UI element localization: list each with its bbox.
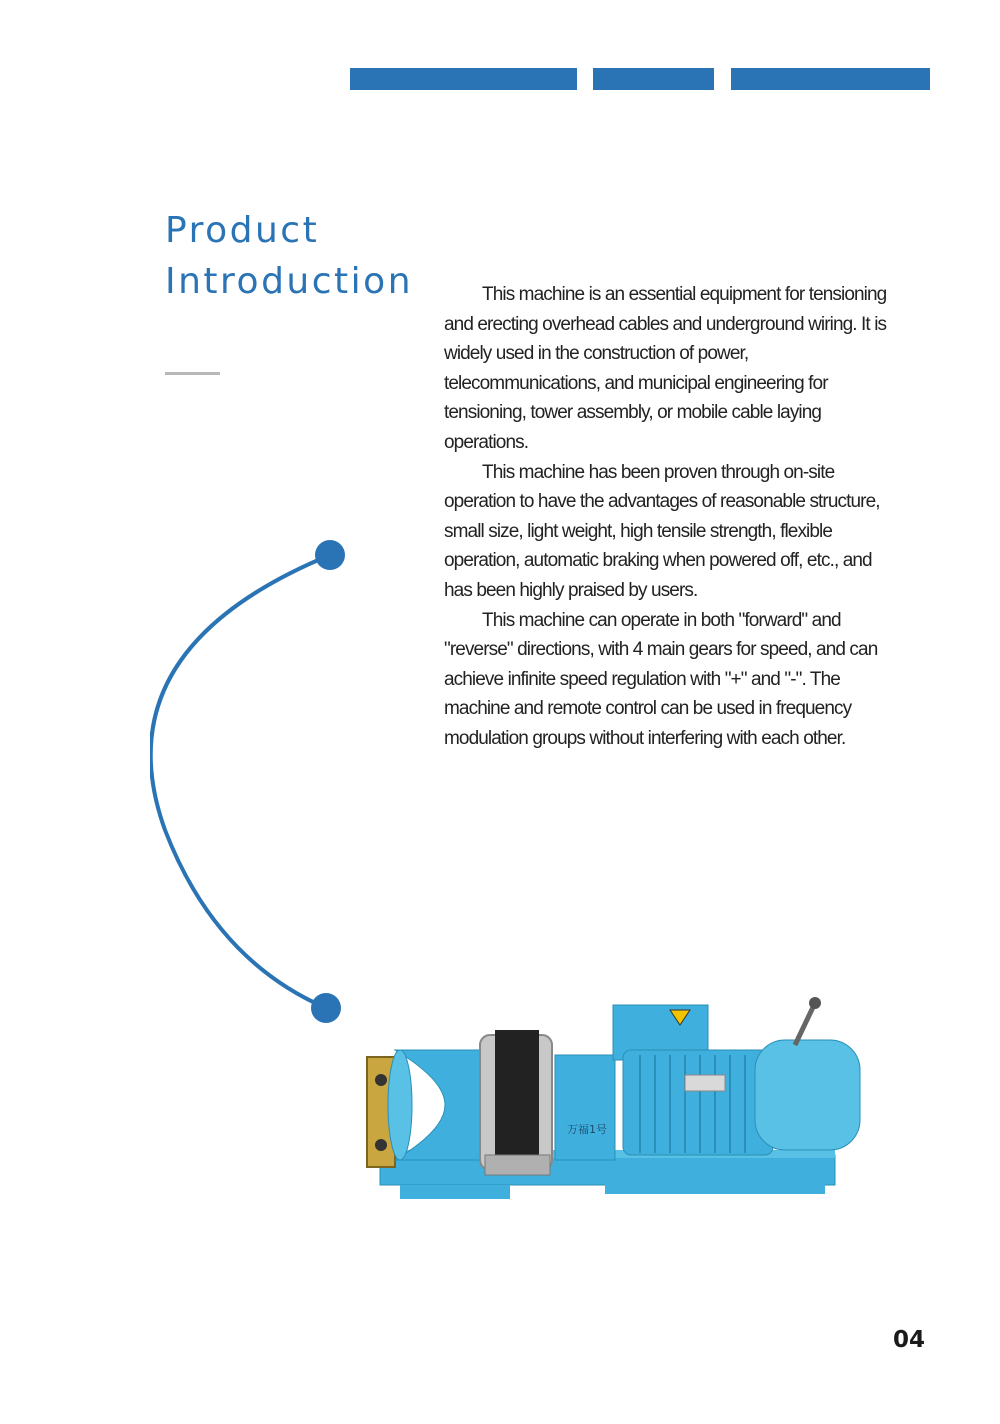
arc-dot-top: [315, 540, 345, 570]
introduction-text: [444, 280, 894, 754]
intro-paragraph-2: This machine has been proven through on-site operation to have the advantages of reasonable structure, small size, light weight, high tensile strength, flexible operation, automatic braking when powered off, etc., and has been highly praised by users.: [444, 461, 880, 601]
page-title-line-1: Product: [165, 210, 320, 251]
page-title-line-2: Introduction: [165, 261, 414, 302]
intro-paragraph-1: This machine is an essential equipment for tensioning and erecting overhead cables and underground wiring. It is widely used in the construction of power, telecommunications, and municipal engineering for tensioning, tower assembly, or mobile cable laying operations.: [444, 284, 887, 453]
cable-winch-machine-image: [355, 995, 875, 1210]
header-bar-left: [350, 68, 577, 90]
arc-dot-bottom: [311, 993, 341, 1023]
decorative-arc: [150, 530, 360, 1030]
intro-paragraph-3: This machine can operate in both "forward" and "reverse" directions, with 4 main gears for speed, and can achieve infinite speed regulation with "+" and "-". The machine and remote control can be used in frequency modulation groups without interfering with each other.: [444, 609, 878, 749]
page-number: 04: [893, 1327, 926, 1353]
nameplate-label: 万福1号: [567, 1123, 607, 1136]
header-bar-right: [731, 68, 930, 90]
title-underline-divider: [165, 372, 220, 375]
arc-curve: [151, 555, 330, 1008]
header-bar-middle: [593, 68, 714, 90]
page-title: [165, 205, 413, 307]
